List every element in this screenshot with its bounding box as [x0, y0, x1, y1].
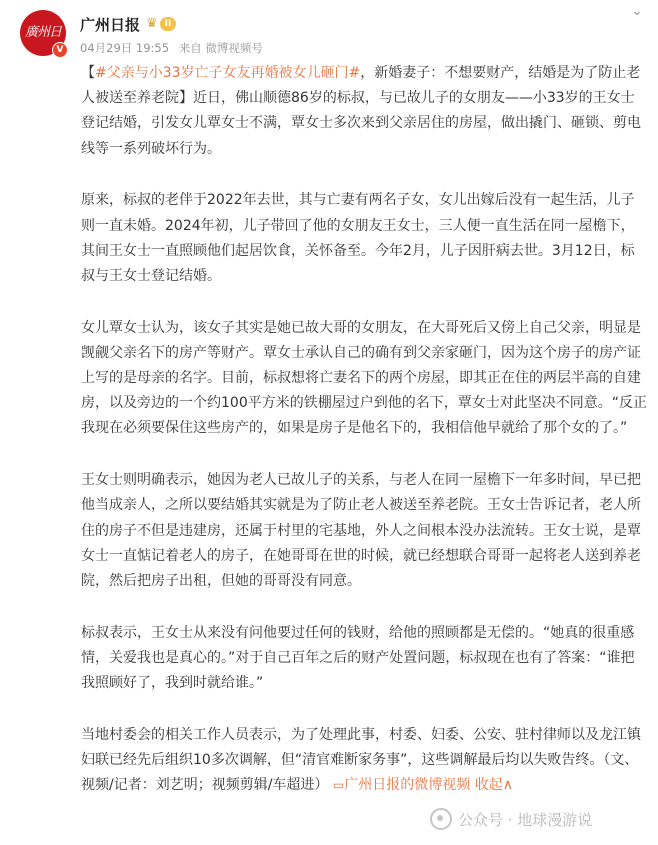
post-date[interactable]: 04月29日 19:55: [80, 41, 170, 55]
wechat-official-account-icon: [430, 808, 452, 830]
crown-icon: ♛: [146, 16, 158, 31]
chevron-down-icon[interactable]: ⌄: [631, 3, 643, 19]
post-content: [81, 61, 647, 798]
paragraph-3: 女儿覃女士认为，该女子其实是她已故大哥的女朋友，在大哥死后又傍上自己父亲，明显是觊觎父亲名下的房产等财产。覃女士承认自己的确有到父亲家砸门，因为这个房子的房产证上写的是母亲的名字。目前，标叔想将亡妻名下的两个房屋，即其正在住的两层半高的自建房，以及旁边的一个约100平方米的铁棚屋过户到他的名下，覃女士对此坚决不同意。“反正我现在必须要保住这些房产的，如果是房子是他名下的，我相信他早就给了那个女的了。”: [81, 319, 647, 437]
paragraph-1: [81, 61, 647, 162]
verified-icon: V: [52, 42, 68, 58]
level-badge[interactable]: [146, 15, 186, 32]
paragraph-4: 王女士则明确表示，她因为老人已故儿子的关系，与老人在同一屋檐下一年多时间，早已把他当成亲人，之所以要结婚其实就是为了防止老人被送至养老院。王女士告诉记者，老人所住的房子不但是违建房，还属于村里的宅基地，外人之间根本没办法流转。王女士说，是覃女士一直惦记着老人的房子，在她哥哥在世的时候，就已经想联合哥哥一起将老人送到养老院，然后把房子出租，但她的哥哥没有同意。: [81, 472, 641, 589]
collapse-arrow-icon[interactable]: ∧: [502, 777, 513, 794]
post-source: 来自 微博视频号: [178, 41, 263, 55]
paragraph-2: 原来，标叔的老伴于2022年去世，其与亡妻有两名子女，女儿出嫁后没有一起生活，儿子则一直未婚。2024年初，儿子带回了他的女朋友王女士，三人便一直生活在同一屋檐下，其间王女士一直照顾他们起居饮食，关怀备至。今年2月，儿子因肝病去世。3月12日，标叔与王女士登记结婚。: [81, 192, 635, 284]
video-link[interactable]: 广州日报的微博视频: [344, 777, 471, 794]
paragraph-6: [81, 723, 647, 799]
watermark: [430, 808, 592, 830]
paragraph-6-text: 当地村委会的相关工作人员表示，为了处理此事，村委、妇委、公安、驻村律师以及龙江镇妇联已经先后组织10多次调解，但“清官难断家务事”，这些调解最后均以失败告终。（文、视频/记者：刘艺明；视频剪辑/车超进）: [81, 726, 641, 794]
account-name[interactable]: 广州日报: [80, 16, 141, 34]
paragraph-5: 标叔表示，王女士从来没有问他要过任何的钱财，给他的照顾都是无偿的。“她真的很重感情，关爱我也是真心的。”对于自己百年之后的财产处置问题，标叔现在也有了答案：“谁把我照顾好了，我到时就给谁。”: [81, 624, 635, 692]
bracket-open: 【: [81, 65, 95, 81]
badge-level-label: II: [160, 17, 177, 31]
paragraph-1-text: ，新婚妻子：不想要财产，结婚是为了防止老人被送至养老院】近日，佛山顺德86岁的标叔，与已故儿子的女朋友——小33岁的王女士登记结婚，引发女儿覃女士不满，覃女士多次来到父亲居住的房屋，做出撬门、砸锁、剪电线等一系列破坏行为。: [81, 65, 641, 157]
topic-hashtag-link[interactable]: #父亲与小33岁亡子女友再婚被女儿砸门#: [95, 65, 361, 81]
video-camera-icon: ▭: [332, 778, 345, 793]
avatar-logo-text: 廣州日報: [24, 25, 61, 86]
collapse-button[interactable]: 收起: [474, 777, 503, 794]
post-meta: [80, 40, 269, 56]
watermark-text: 公众号 · 地球漫游说: [458, 810, 593, 829]
